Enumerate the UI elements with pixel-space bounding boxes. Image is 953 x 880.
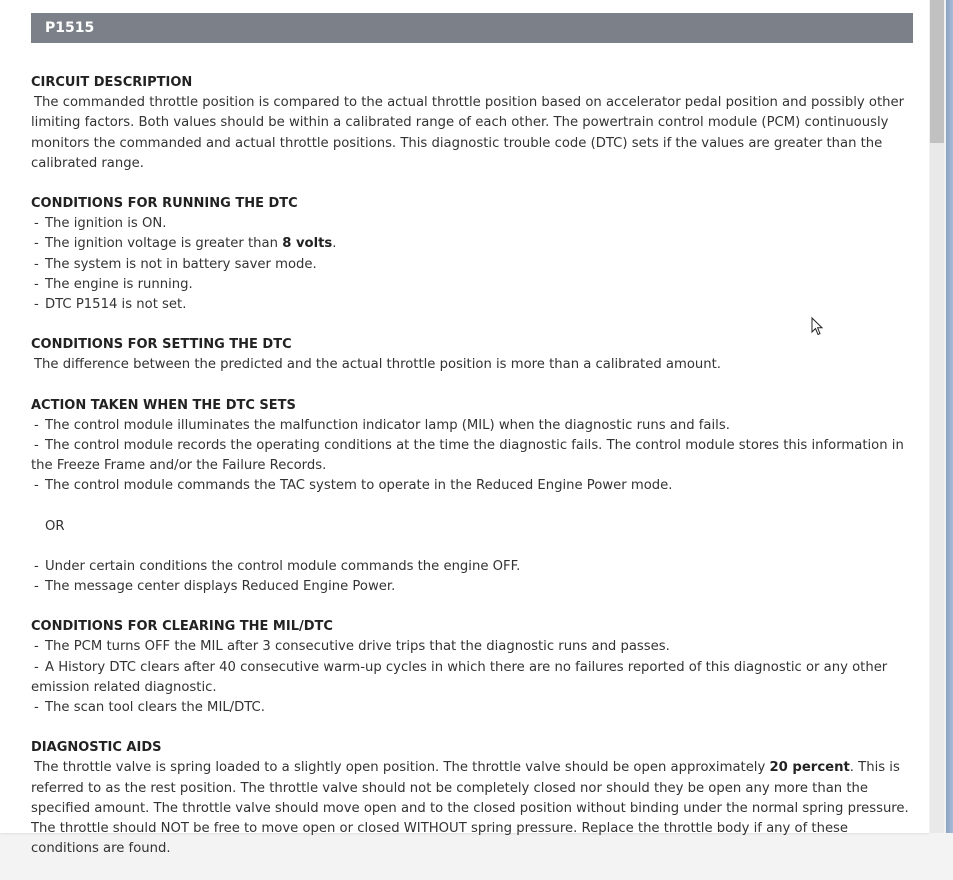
section-title: DIAGNOSTIC AIDS bbox=[31, 740, 162, 756]
vertical-scrollbar[interactable] bbox=[929, 0, 953, 833]
document-content bbox=[31, 73, 913, 880]
running-conditions-section bbox=[31, 194, 913, 315]
section-title: CONDITIONS FOR RUNNING THE DTC bbox=[31, 196, 298, 212]
list-item: - The control module illuminates the malfunction indicator lamp (MIL) when the diagnostic runs and fails. bbox=[34, 417, 730, 433]
list-item: - Under certain conditions the control module commands the engine OFF. bbox=[34, 558, 521, 574]
clearing-conditions-section bbox=[31, 617, 913, 718]
list-item: - The engine is running. bbox=[34, 276, 193, 292]
section-title: CIRCUIT DESCRIPTION bbox=[31, 75, 193, 90]
action-taken-section bbox=[31, 396, 913, 598]
section-title: CONDITIONS FOR SETTING THE DTC bbox=[31, 337, 292, 353]
section-title: ACTION TAKEN WHEN THE DTC SETS bbox=[31, 397, 296, 413]
percent-value: 20 percent bbox=[769, 760, 850, 776]
section-text: The throttle valve is spring loaded to a slightly open position. The throttle valve should be open approximately 20 percent. This is referred to as the rest position. The throttle valve should not be completely closed nor should they be open any more than the specified amount. The throttle valve should move open and to the closed position without binding under the normal spring pressure. The throttle should NOT be free to move open or closed WITHOUT spring pressure. Replace the throttle body if any of these conditions are found. bbox=[31, 760, 909, 857]
window-edge bbox=[946, 0, 953, 833]
list-item: - The ignition is ON. bbox=[34, 216, 167, 232]
voltage-value: 8 volts bbox=[282, 236, 333, 252]
or-separator: OR bbox=[45, 518, 65, 534]
list-item: - The scan tool clears the MIL/DTC. bbox=[34, 700, 265, 716]
list-item: - The PCM turns OFF the MIL after 3 consecutive drive trips that the diagnostic runs and passes. bbox=[34, 639, 670, 655]
diagnostic-aids-section bbox=[31, 738, 913, 859]
list-item: - The control module records the operating conditions at the time the diagnostic fails. The control module stores this information in the Freeze Frame and/or the Failure Records. bbox=[31, 438, 904, 474]
setting-conditions-section bbox=[31, 335, 913, 375]
list-item: - The message center displays Reduced Engine Power. bbox=[34, 579, 396, 595]
list-item: - The system is not in battery saver mode. bbox=[34, 256, 317, 272]
section-text: The difference between the predicted and the actual throttle position is more than a calibrated amount. bbox=[34, 357, 721, 373]
list-item: - The ignition voltage is greater than 8 volts. bbox=[34, 236, 337, 252]
list-item: - A History DTC clears after 40 consecutive warm-up cycles in which there are no failures reported of this diagnostic or any other emission related diagnostic. bbox=[31, 659, 888, 695]
section-text: The commanded throttle position is compared to the actual throttle position based on accelerator pedal position and possibly other limiting factors. Both values should be within a calibrated range of each other. The powertrain control module (PCM) continuously monitors the commanded and actual throttle positions. This diagnostic trouble code (DTC) sets if the values are greater than the calibrated range. bbox=[31, 95, 905, 171]
list-item: - DTC P1514 is not set. bbox=[34, 297, 187, 313]
list-item: - The control module commands the TAC system to operate in the Reduced Engine Power mode. bbox=[34, 478, 673, 494]
section-title: CONDITIONS FOR CLEARING THE MIL/DTC bbox=[31, 619, 333, 635]
dtc-code-header: P1515 bbox=[31, 13, 913, 43]
circuit-description-section bbox=[31, 73, 913, 174]
scrollbar-thumb[interactable] bbox=[930, 0, 944, 143]
mouse-pointer-icon bbox=[811, 317, 823, 336]
